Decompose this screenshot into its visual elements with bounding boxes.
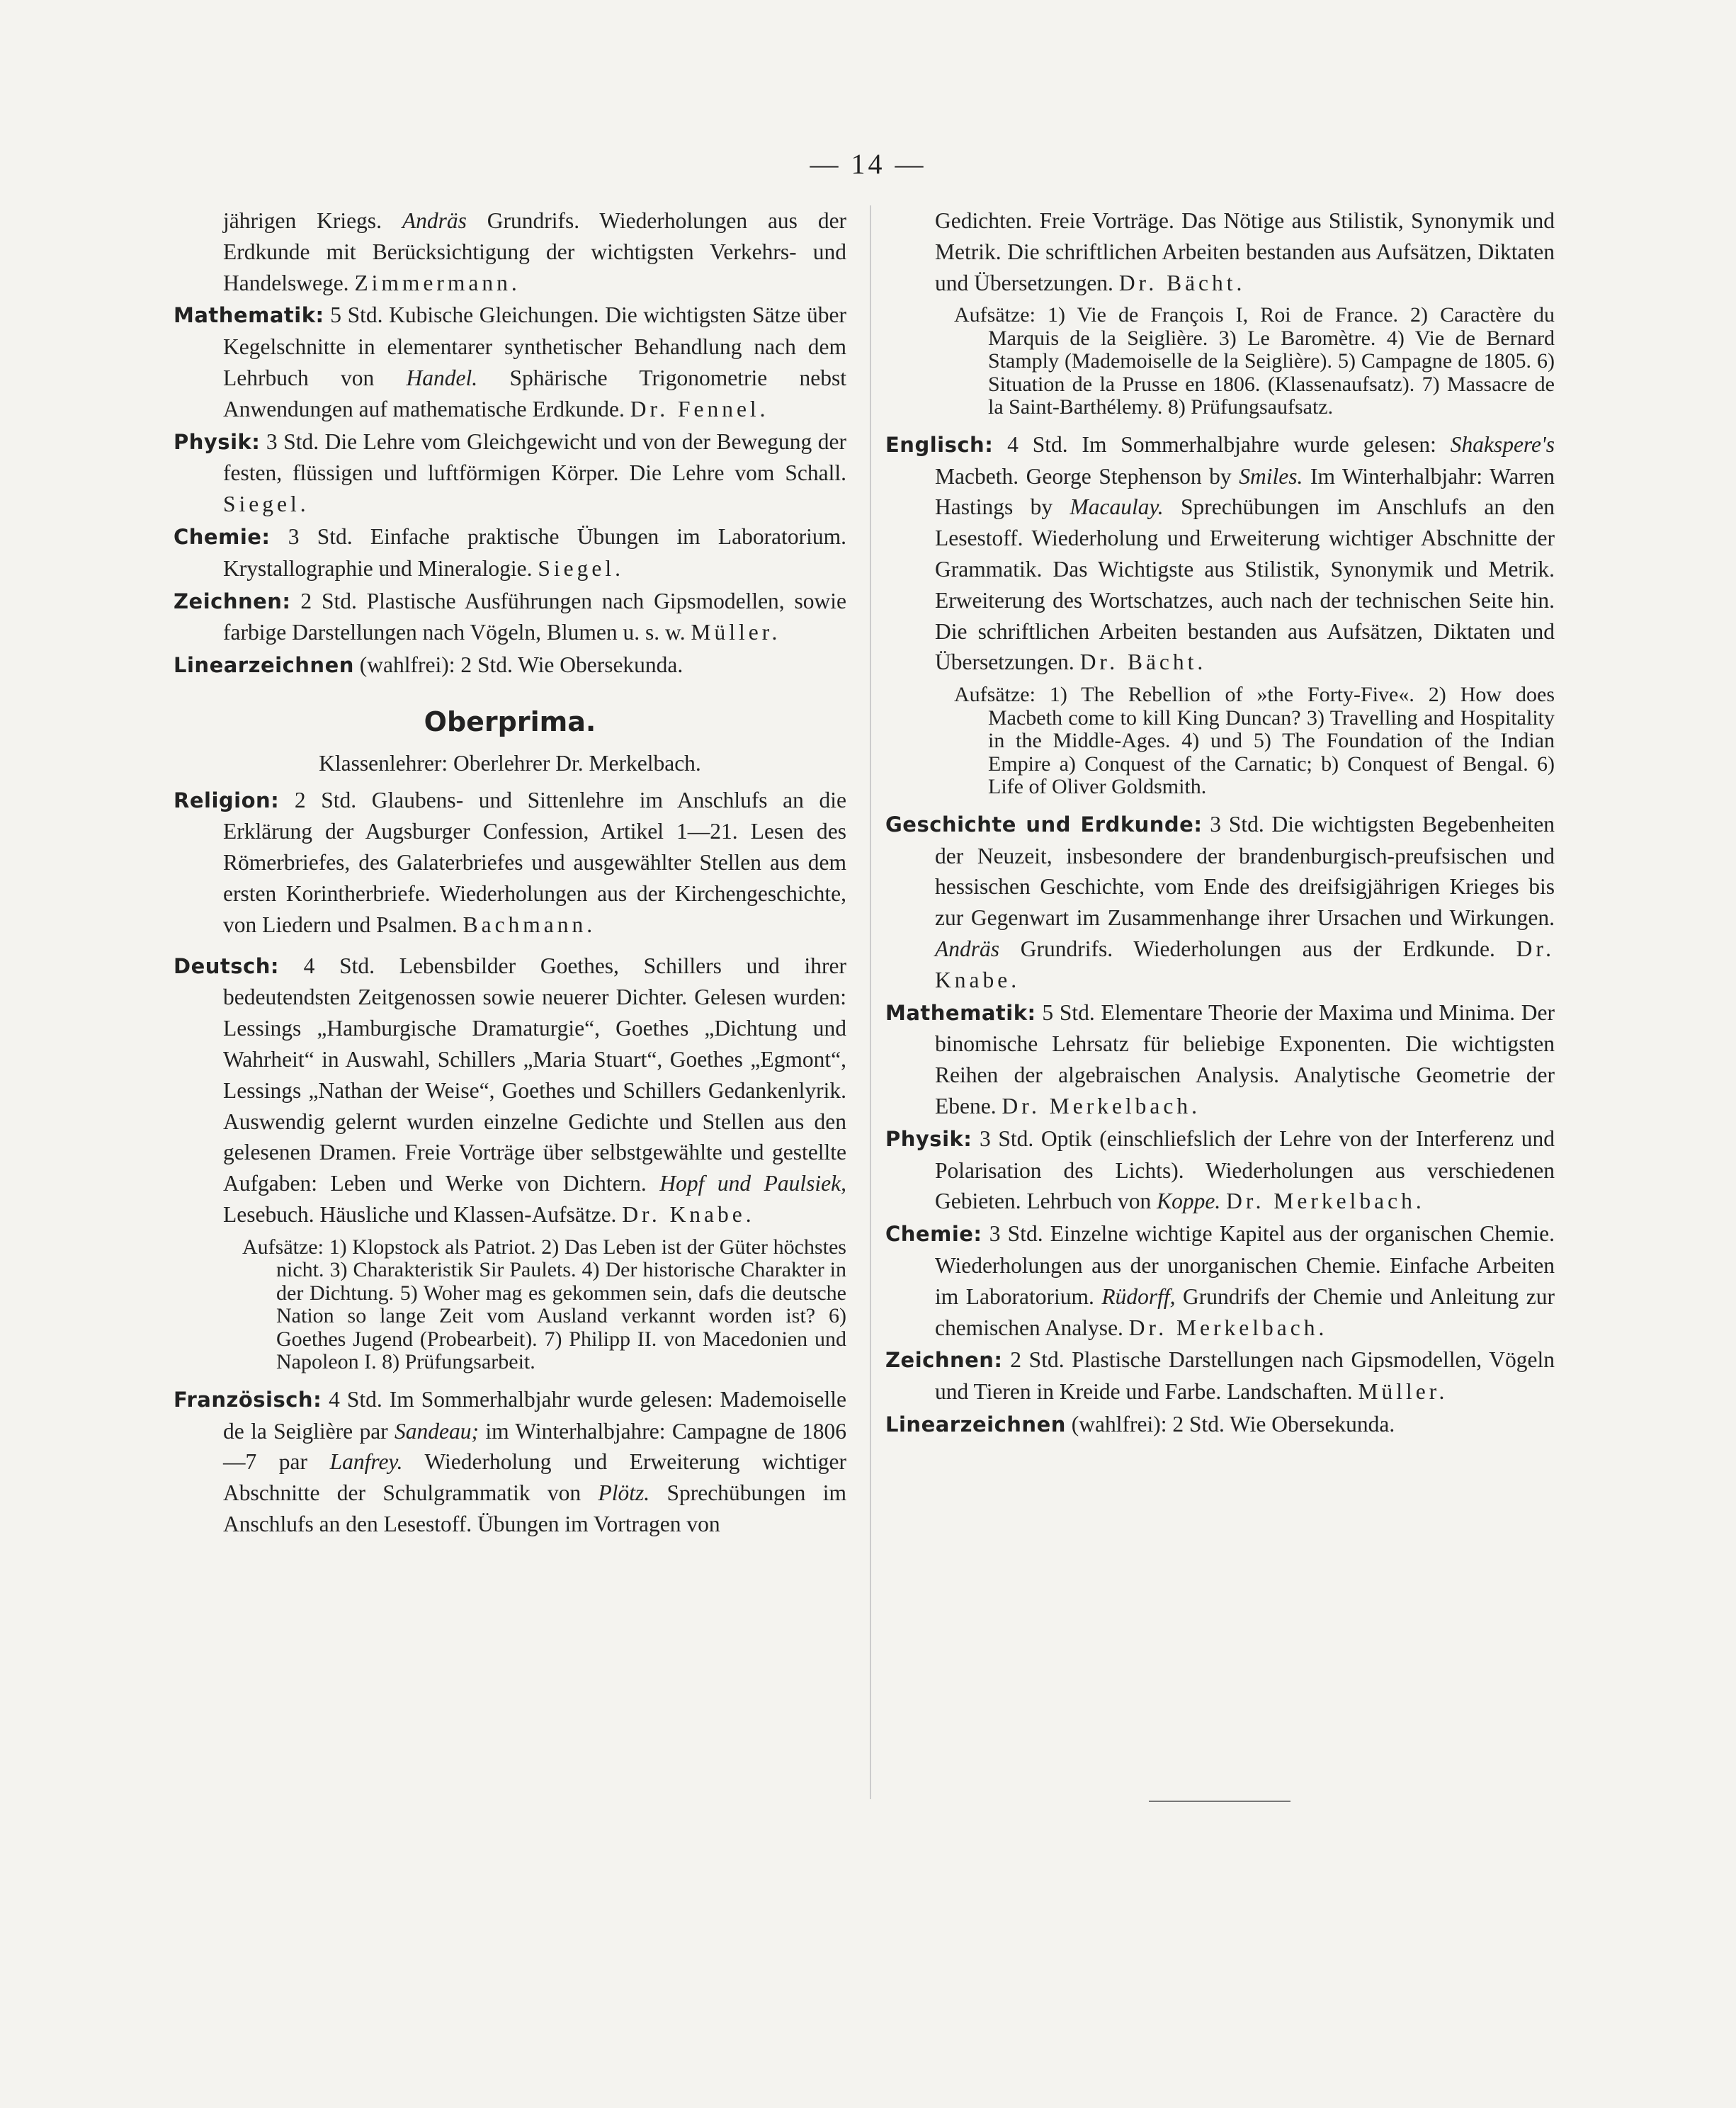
subject-physik xyxy=(174,426,846,520)
subject-franzoesisch xyxy=(174,1384,846,1540)
column-divider xyxy=(870,205,871,1799)
page-number: — 14 — xyxy=(810,148,926,180)
section-title: Oberprima. xyxy=(424,706,596,737)
teacher: Müller. xyxy=(691,620,781,645)
franzoesisch-continued xyxy=(885,205,1555,298)
text: 5 Std. Kubische Gleichungen. Die wichtigsten Sätze über Kegelschnitte in elementarer synthetischer Behandlung nach dem Lehrbuch von xyxy=(223,302,846,390)
teacher: Dr. Fennel. xyxy=(630,396,769,421)
author: Andräs xyxy=(402,208,467,233)
text: Lesebuch. Häusliche und Klassen-Aufsätze. xyxy=(223,1201,617,1227)
subject-heading: Chemie: xyxy=(885,1222,982,1247)
teacher: Zimmermann. xyxy=(354,270,521,295)
book: Plötz. xyxy=(598,1480,650,1506)
englisch-essays: Aufsätze: 1) The Rebellion of »the Forty-Five«. 2) How does Macbeth come to kill King Duncan? 3) Travelling and Hospitality in the Middle-Ages. 4) und 5) The Foundation of the Indian Empire a) Conquest of the Carnatic; b) Conquest of Bengal. 6) Life of Oliver Goldsmith. xyxy=(954,683,1555,799)
teacher: Dr. Merkelbach. xyxy=(1002,1093,1201,1118)
text: Sphärische Trigonometrie nebst Anwendungen auf mathematische Erdkunde. xyxy=(223,365,847,421)
text: Im Winterhalbjahr: Warren Hastings by xyxy=(935,463,1555,520)
subject-heading: Mathematik: xyxy=(885,1000,1036,1025)
subject-heading: Linearzeichnen xyxy=(885,1412,1066,1436)
book: Rüdorff, xyxy=(1101,1284,1176,1309)
subject-heading: Mathematik: xyxy=(174,303,324,328)
subject-englisch xyxy=(885,429,1555,678)
left-column xyxy=(174,205,846,1541)
subject-mathematik xyxy=(174,300,846,424)
subject-heading: Linearzeichnen xyxy=(174,653,354,678)
text: 3 Std. Die wichtigsten Begebenheiten der Neuzeit, insbesondere der brandenburgisch-preufsischen und hessischen Geschichte, vom Ende des dreifsigjährigen Krieges bis zur Gegenwart im Zusammenhange ihrer Ursachen und Wirkungen. xyxy=(935,811,1555,931)
text: Grundrifs. Wiederholungen aus der Erdkunde. xyxy=(1020,936,1495,961)
subject-linearzeichnen-oberprima xyxy=(885,1409,1555,1441)
text: (wahlfrei): 2 Std. Wie Obersekunda. xyxy=(359,652,683,678)
text: 2 Std. Glaubens- und Sittenlehre im Anschlufs an die Erklärung der Augsburger Confession, Artikel 1—21. Lesen des Römerbriefes, des Galaterbriefes und ausgewählter Stellen aus dem ersten Korintherbriefe. Wiederholungen aus der Kirchengeschichte, von Liedern und Psalmen. xyxy=(223,787,846,937)
teacher: Dr. Knabe. xyxy=(935,936,1555,992)
subject-deutsch xyxy=(174,951,846,1230)
text: Wiederholung und Erweiterung wichtiger Abschnitte der Schulgrammatik von xyxy=(223,1449,846,1506)
subject-chemie-oberprima xyxy=(885,1218,1555,1343)
right-column xyxy=(885,205,1555,1442)
text: 4 Std. Im Sommerhalbjahr wurde gelesen: Mademoiselle de la Seiglière par xyxy=(223,1386,846,1444)
subject-heading: Chemie: xyxy=(174,524,271,549)
book: Smiles. xyxy=(1239,463,1303,489)
teacher: Siegel. xyxy=(223,492,310,517)
subject-mathematik-oberprima xyxy=(885,997,1555,1122)
text: Grundrifs der Chemie und Anleitung zur chemischen Analyse. xyxy=(935,1284,1555,1340)
teacher: Dr. Bächt. xyxy=(1118,270,1246,295)
text: 3 Std. Einzelne wichtige Kapitel aus der organischen Chemie. Wiederholungen aus der unorganischen Chemie. Einfache Arbeiten im Laboratorium. xyxy=(935,1221,1555,1309)
subject-heading: Religion: xyxy=(174,788,280,812)
subject-heading: Physik: xyxy=(174,429,261,454)
text: 3 Std. Die Lehre vom Gleichgewicht und von der Bewegung der festen, flüssigen und luftförmigen Körper. Die Lehre vom Schall. xyxy=(223,429,847,486)
subject-physik-oberprima xyxy=(885,1123,1555,1217)
subject-heading: Zeichnen: xyxy=(885,1348,1003,1373)
text: 2 Std. Plastische Darstellungen nach Gipsmodellen, Vögeln und Tieren in Kreide und Farbe. Landschaften. xyxy=(935,1347,1555,1405)
franzoesisch-essays: Aufsätze: 1) Vie de François I, Roi de France. 2) Caractère du Marquis de la Seiglière. 3) Le Baromètre. 4) Vie de Bernard Stamply (Mademoiselle de la Seiglière). 5) Campagne de 1805. 6) Situation de la Prusse en 1806. (Klassenaufsatz). 7) Massacre de la Saint-Barthélemy. 8) Prüfungsaufsatz. xyxy=(954,303,1555,419)
text: 3 Std. Optik (einschliefslich der Lehre von der Interferenz und Polarisation des Lichts). Wiederholungen aus verschiedenen Gebieten. Lehrbuch von xyxy=(935,1126,1555,1214)
book: Shakspere's xyxy=(1450,431,1555,457)
book: Sandeau; xyxy=(395,1418,480,1444)
text: Macbeth. George Stephenson by xyxy=(935,463,1232,489)
text: 2 Std. Plastische Ausführungen nach Gipsmodellen, sowie farbige Darstellungen nach Vögeln, Blumen u. s. w. xyxy=(223,588,846,645)
book: Handel. xyxy=(406,365,478,390)
subject-zeichnen-oberprima xyxy=(885,1344,1555,1407)
teacher: Siegel. xyxy=(538,555,625,581)
subject-heading: Französisch: xyxy=(174,1387,322,1412)
teacher: Müller. xyxy=(1358,1379,1448,1405)
text: 4 Std. Im Sommerhalbjahre wurde gelesen: xyxy=(1007,431,1436,457)
text: Sprechübungen im Anschlufs an den Lesestoff. Wiederholung und Erweiterung wichtiger Abschnitte der Grammatik. Das Wichtigste aus Stilistik, Synonymik und Metrik. Erweiterung des Wortschatzes, auch nach der technischen Seite hin. Die schriftlichen Arbeiten bestanden aus Aufsätzen, Diktaten und Übersetzungen. xyxy=(935,494,1555,675)
book: Macaulay. xyxy=(1070,494,1164,520)
book: Lanfrey. xyxy=(329,1449,403,1475)
text: Gedichten. Freie Vorträge. Das Nötige aus Stilistik, Synonymik und Metrik. Die schriftlichen Arbeiten bestanden aus Aufsätzen, Diktaten und Übersetzungen. xyxy=(935,208,1555,295)
subject-zeichnen xyxy=(174,586,846,649)
text: jährigen Kriegs. xyxy=(223,208,382,233)
subject-religion xyxy=(174,785,846,941)
intro-paragraph xyxy=(174,205,846,298)
book: Koppe. xyxy=(1157,1189,1221,1214)
subject-heading: Englisch: xyxy=(885,432,994,457)
subject-geschichte xyxy=(885,809,1555,996)
class-teacher: Klassenlehrer: Oberlehrer Dr. Merkelbach. xyxy=(319,750,701,776)
subject-heading: Zeichnen: xyxy=(174,589,291,613)
teacher: Dr. Knabe. xyxy=(622,1201,755,1227)
text: 3 Std. Einfache praktische Übungen im Laboratorium. Krystallographie und Mineralogie. xyxy=(223,523,846,581)
subject-chemie xyxy=(174,521,846,584)
end-rule xyxy=(1149,1801,1290,1802)
book: Hopf und Paulsiek, xyxy=(659,1171,847,1196)
subject-heading: Deutsch: xyxy=(174,953,279,978)
subject-heading: Geschichte und Erdkunde: xyxy=(885,812,1203,837)
text: (wahlfrei): 2 Std. Wie Obersekunda. xyxy=(1071,1411,1395,1436)
text: Grundrifs. Wiederholungen aus der Erdkunde mit Berücksichtigung der wichtigsten Verkehrs- und Handelswege. xyxy=(223,208,847,295)
deutsch-essays: Aufsätze: 1) Klopstock als Patriot. 2) Das Leben ist der Güter höchstes nicht. 3) Charakteristik Sir Paulets. 4) Der historische Charakter in der Dichtung. 5) Woher mag es gekommen sein, dafs die deutsche Nation so lange Zeit vom Ausland verkannt worden ist? 6) Goethes Jugend (Probearbeit). 7) Philipp II. von Macedonien und Napoleon I. 8) Prüfungsarbeit. xyxy=(242,1235,846,1374)
teacher: Dr. Merkelbach. xyxy=(1226,1189,1425,1214)
teacher: Dr. Merkelbach. xyxy=(1128,1315,1328,1340)
subject-heading: Physik: xyxy=(885,1126,972,1151)
teacher: Bachmann. xyxy=(463,912,596,937)
subject-linearzeichnen xyxy=(174,650,846,681)
text: im Winterhalbjahre: Campagne de 1806—7 par xyxy=(223,1418,846,1475)
author: Andräs xyxy=(935,936,1000,961)
text: Sprechübungen im Anschlufs an den Lesestoff. Übungen im Vortragen von xyxy=(223,1480,847,1536)
text: 4 Std. Lebensbilder Goethes, Schillers und ihrer bedeutendsten Zeitgenossen sowie neuerer Dichter. Gelesen wurden: Lessings „Hamburgische Dramaturgie“, Goethes „Dichtung und Wahrheit“ in Auswahl, Schillers „Maria Stuart“, Goethes „Egmont“, Lessings „Nathan der Weise“, Goethes und Schillers Gedankenlyrik. Auswendig gelernt wurden einzelne Gedichte und Stellen aus den gelesenen Dramen. Freie Vorträge über selbstgewählte und gestellte Aufgaben: Leben und Werke von Dichtern. xyxy=(223,953,846,1196)
teacher: Dr. Bächt. xyxy=(1079,650,1207,675)
text: 5 Std. Elementare Theorie der Maxima und Minima. Der binomische Lehrsatz für beliebige Exponenten. Die wichtigsten Reihen der algebraischen Analysis. Analytische Geometrie der Ebene. xyxy=(935,999,1555,1118)
